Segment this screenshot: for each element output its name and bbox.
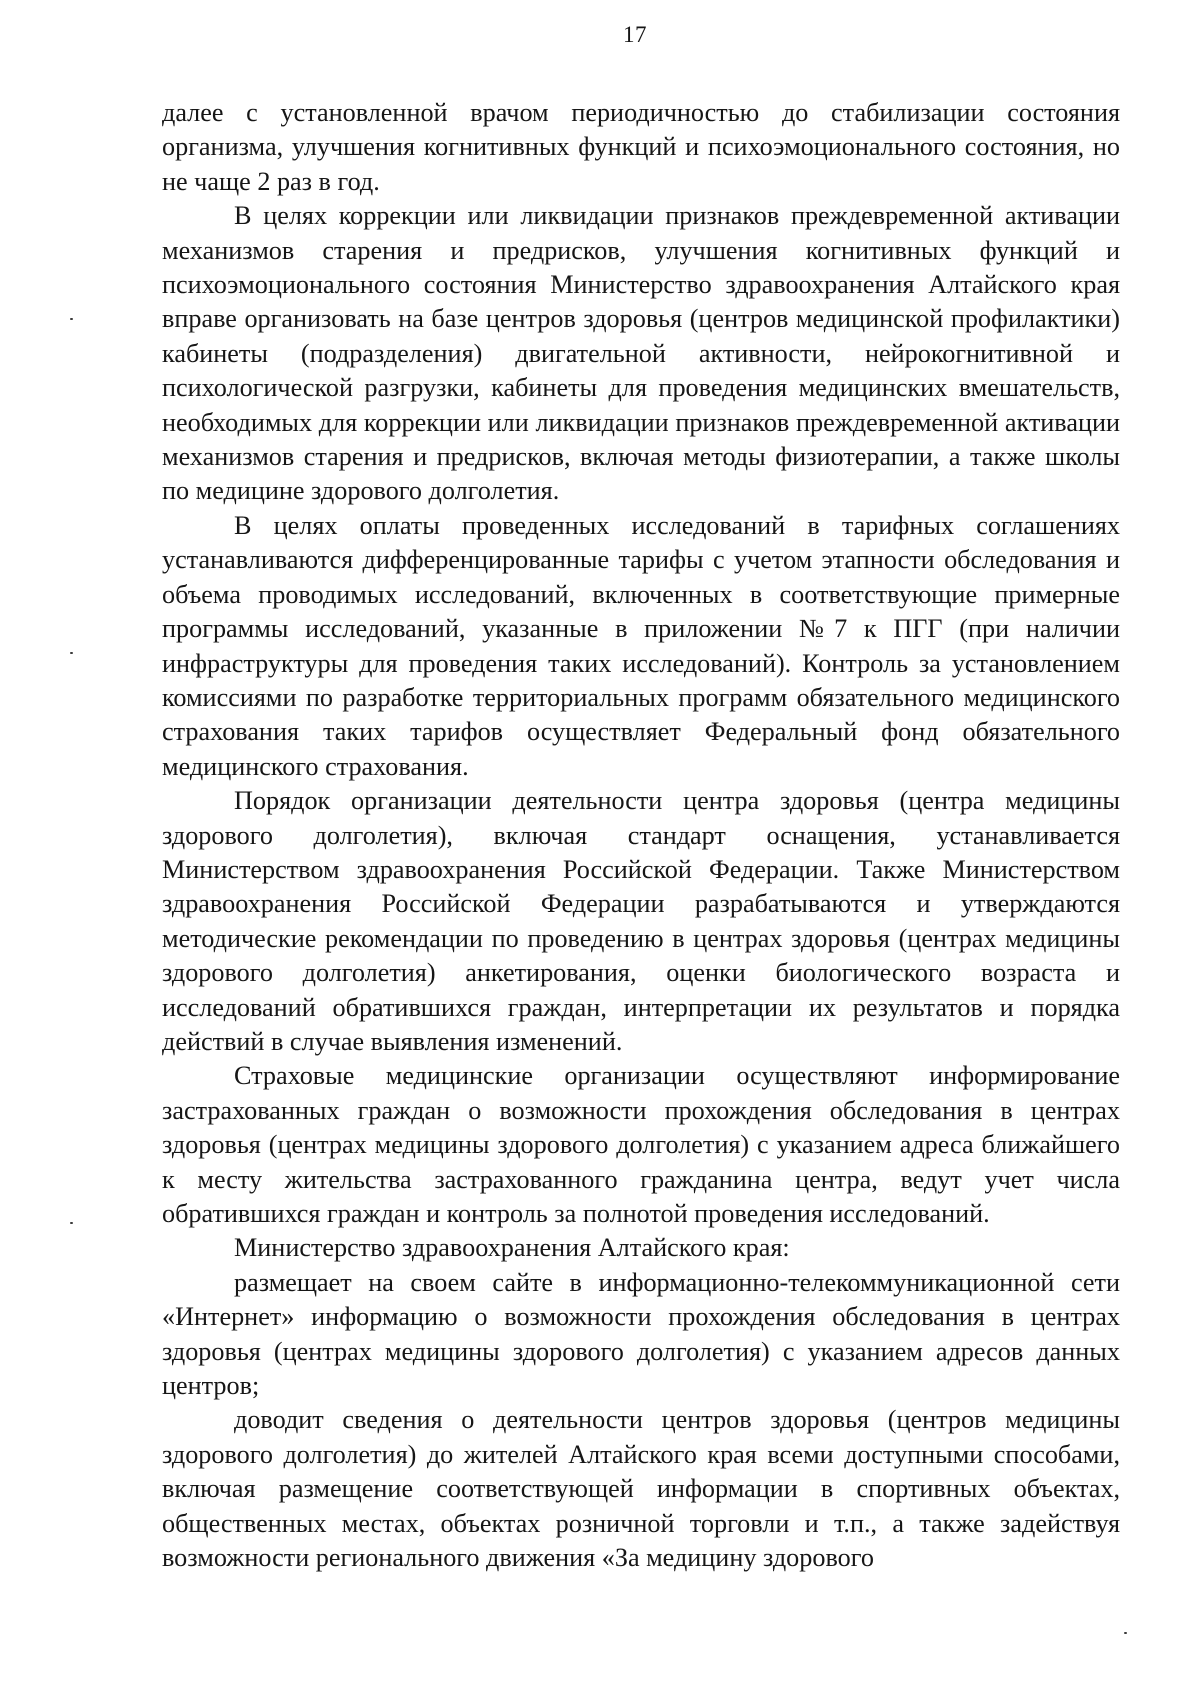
paragraph-4: Порядок организации деятельности центра здоровья (центра медицины здорового долголетия), включая стандарт оснащения, устанавливается Министерством здравоохранения Российской Федерации. Также Министерством здравоохранения Российской Федерации разрабатываются и утверждаются методические рекомендации по проведению в центрах здоровья (центрах медицины здорового долголетия) анкетирования, оценки биологического возраста и исследований обратившихся граждан, интерпретации их результатов и порядка действий в случае выявления изменений. xyxy=(162,786,1120,1056)
scan-speck xyxy=(1124,1632,1127,1634)
paragraph-3: В целях оплаты проведенных исследований в тарифных соглашениях устанавливаются дифференцированные тарифы с учетом этапности обследования и объема проводимых исследований, включенных в соответствующие примерные программы исследований, указанные в приложении №7 к ПГГ (при наличии инфраструктуры для проведения таких исследований). Контроль за установлением комиссиями по разработке территориальных программ обязательного медицинского страхования таких тарифов осуществляет Федеральный фонд обязательного медицинского страхования. xyxy=(162,510,1120,781)
paragraph-6: Министерство здравоохранения Алтайского края: xyxy=(234,1233,790,1263)
scan-speck xyxy=(70,652,73,654)
paragraph-1: далее с установленной врачом периодичностью до стабилизации состояния организма, улучшения когнитивных функций и психоэмоционального состояния, но не чаще 2 раз в год. xyxy=(162,98,1120,196)
scan-speck xyxy=(70,318,73,320)
paragraph-7: размещает на своем сайте в информационно-телекоммуникационной сети «Интернет» информацию о возможности прохождения обследования в центрах здоровья (центрах медицины здорового долголетия) с указанием адресов данных центров; xyxy=(162,1267,1120,1401)
paragraph-8: доводит сведения о деятельности центров здоровья (центров медицины здорового долголетия) до жителей Алтайского края всеми доступными способами, включая размещение соответствующей информации в спортивных объектах, общественных местах, объектах розничной торговли и т.п., а также задействуя возможности регионального движения «За медицину здорового xyxy=(162,1405,1120,1573)
document-body xyxy=(162,96,1120,1575)
page-number: 17 xyxy=(623,22,647,47)
scan-speck xyxy=(70,1222,73,1224)
paragraph-2: В целях коррекции или ликвидации признаков преждевременной активации механизмов старения и предрисков, улучшения когнитивных функций и психоэмоционального состояния Министерство здравоохранения Алтайского края вправе организовать на базе центров здоровья (центров медицинской профилактики) кабинеты (подразделения) двигательной активности, нейрокогнитивной и психологической разгрузки, кабинеты для проведения медицинских вмешательств, необходимых для коррекции или ликвидации признаков преждевременной активации механизмов старения и предрисков, включая методы физиотерапии, а также школы по медицине здорового долголетия. xyxy=(162,201,1120,506)
paragraph-5: Страховые медицинские организации осуществляют информирование застрахованных граждан о возможности прохождения обследования в центрах здоровья (центрах медицины здорового долголетия) с указанием адреса ближайшего к месту жительства застрахованного гражданина центра, ведут учет числа обратившихся граждан и контроль за полнотой проведения исследований. xyxy=(162,1061,1120,1228)
